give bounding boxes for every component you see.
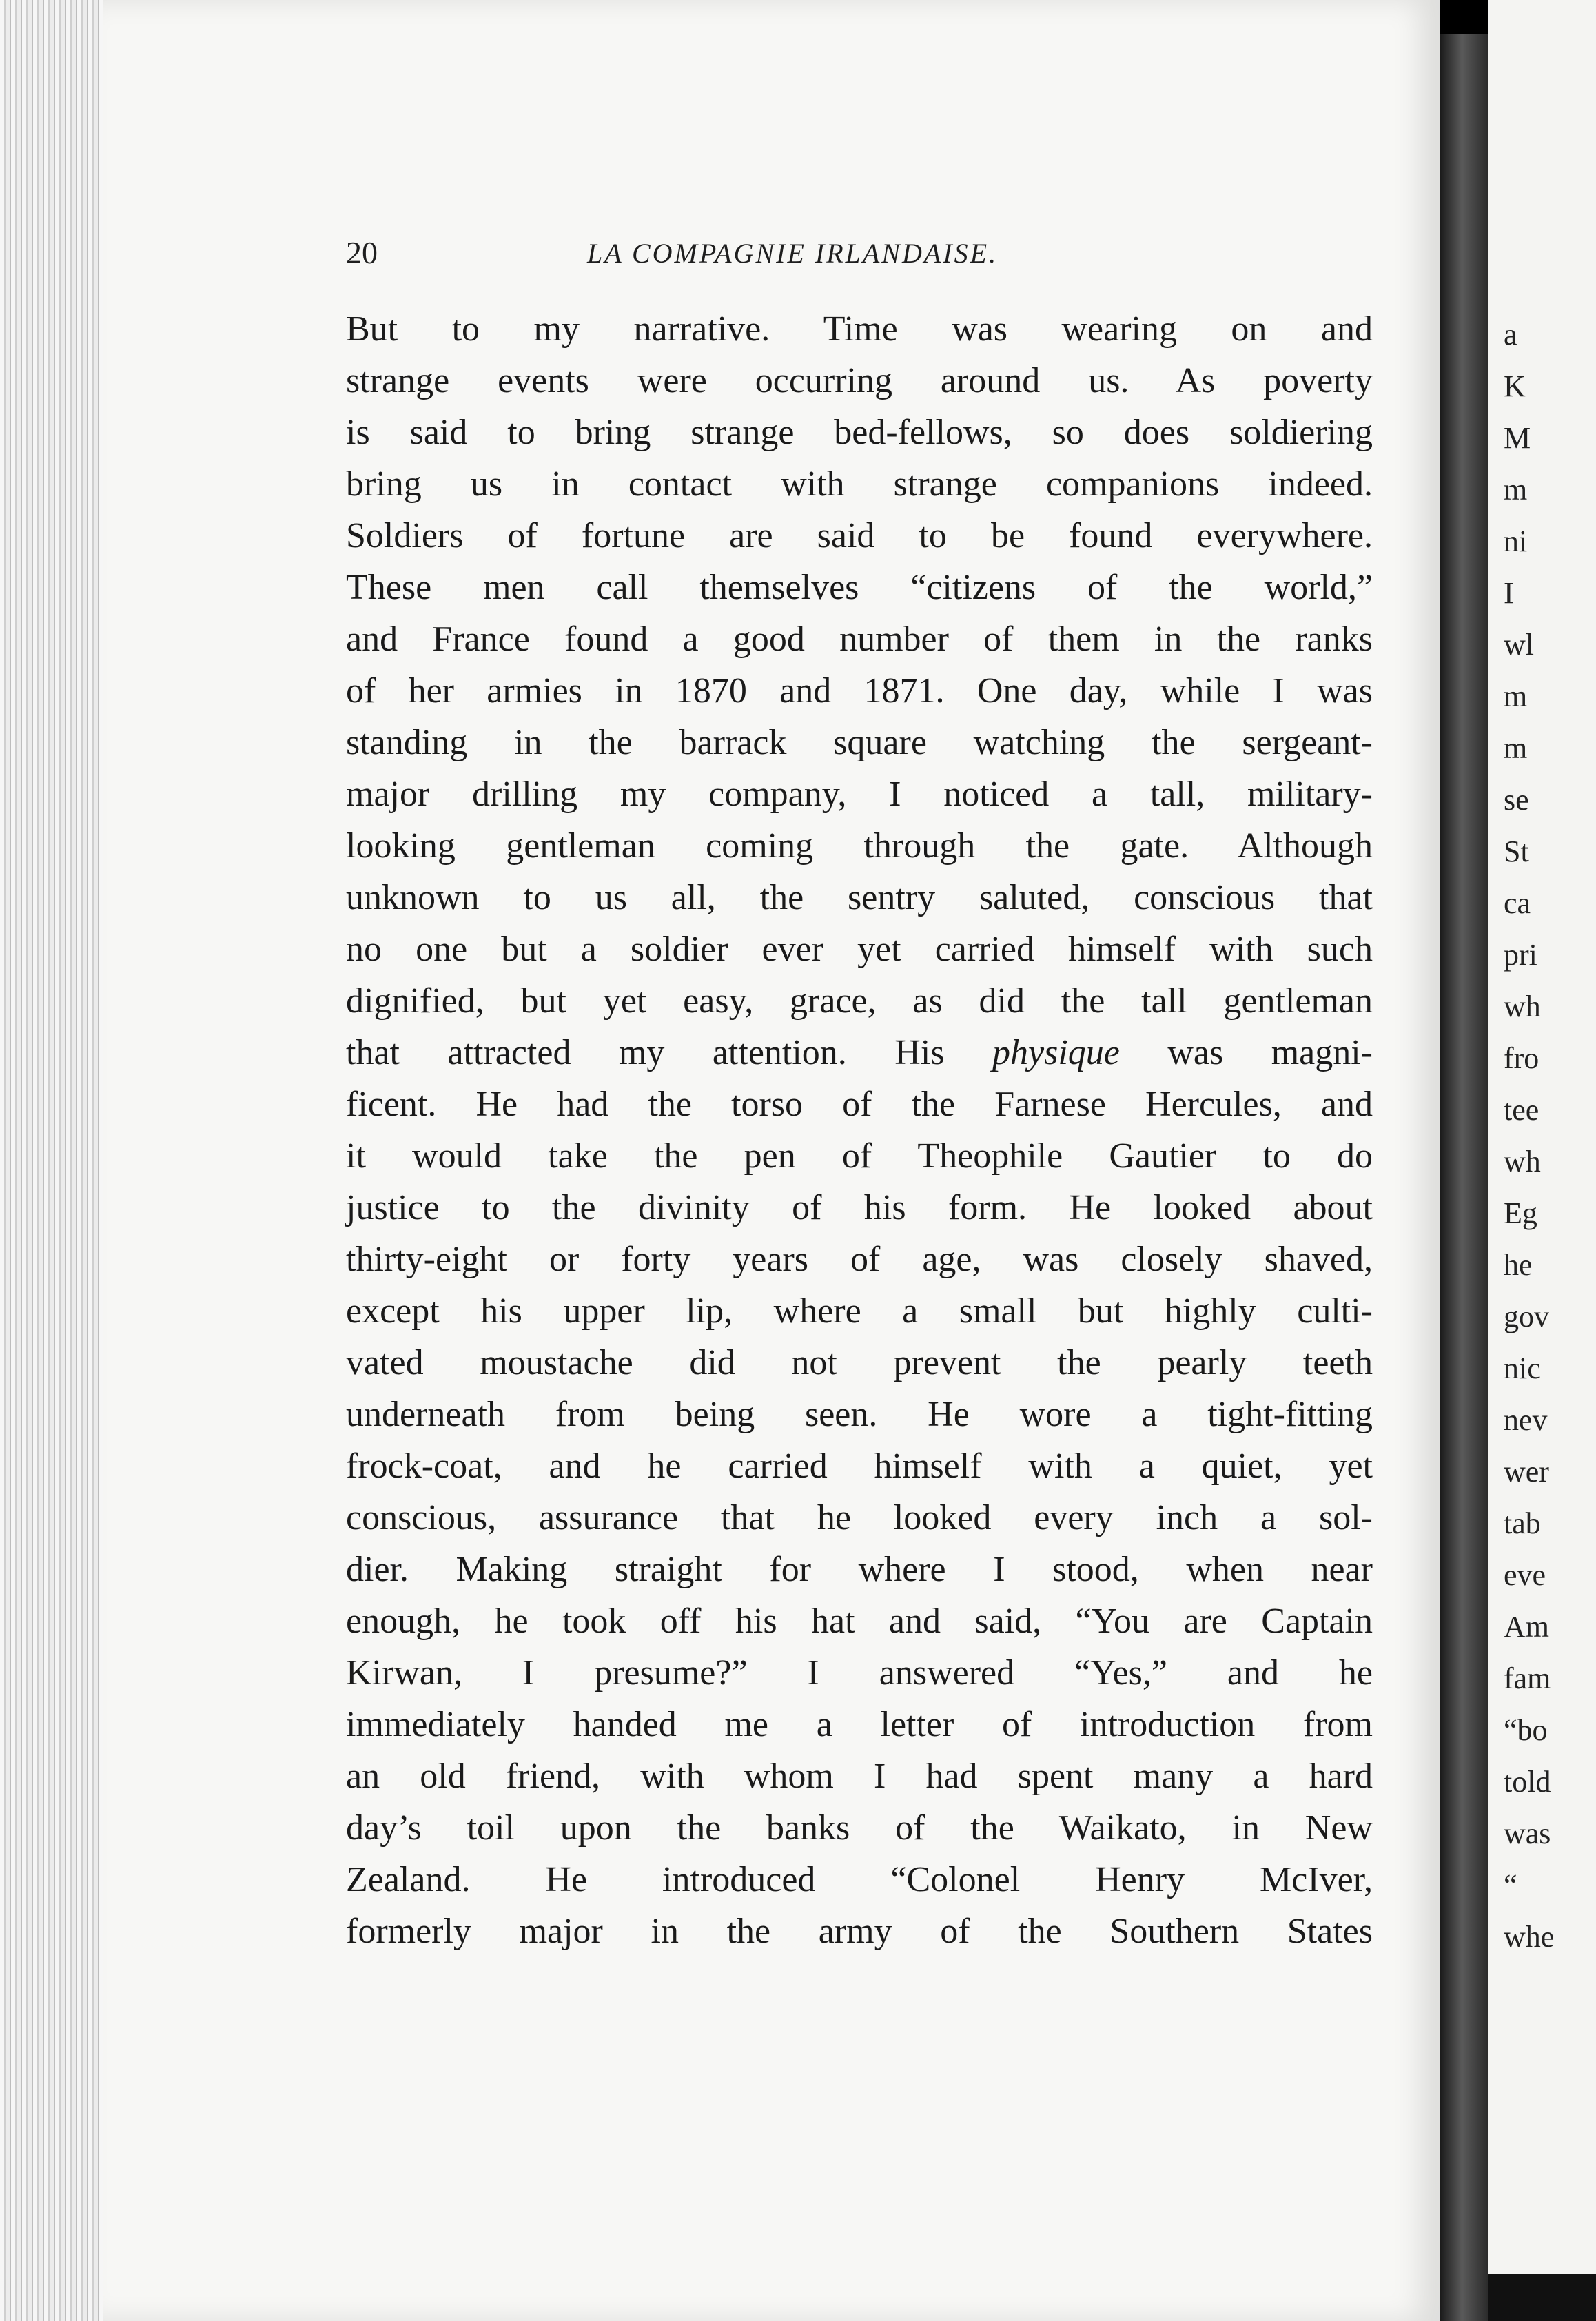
text-line: immediately handed me a letter of introduction from (346, 1705, 1373, 1744)
next-page-fragment: nev (1504, 1403, 1548, 1437)
next-page-fragment: tee (1504, 1093, 1539, 1127)
text-line: and France found a good number of them in the ranks (346, 620, 1373, 659)
text-line: dier. Making straight for where I stood, when near (346, 1550, 1373, 1589)
text-line: bring us in contact with strange companions indeed. (346, 464, 1373, 504)
next-page-fragment: se (1504, 783, 1529, 817)
next-page-fragment: m (1504, 679, 1528, 713)
text-line: enough, he took off his hat and said, “You are Captain (346, 1602, 1373, 1641)
next-page-fragment: wer (1504, 1455, 1549, 1489)
text-line: formerly major in the army of the Southern States (346, 1912, 1373, 1951)
text-line: vated moustache did not prevent the pearly teeth (346, 1343, 1373, 1382)
next-page-fragment: wh (1504, 990, 1541, 1023)
text-line: standing in the barrack square watching the sergeant- (346, 723, 1373, 762)
next-page-fragment: Eg (1504, 1196, 1537, 1230)
next-page-fragment: I (1504, 576, 1514, 610)
next-page-fragment: he (1504, 1248, 1533, 1282)
text-line: major drilling my company, I noticed a tall, military- (346, 775, 1373, 814)
next-page-fragment: told (1504, 1765, 1551, 1799)
text-line: Zealand. He introduced “Colonel Henry McIver, (346, 1860, 1373, 1899)
page-number: 20 (346, 235, 378, 270)
text-line: that attracted my attention. His physique was magni- (346, 1033, 1373, 1072)
next-page-fragment: nic (1504, 1351, 1541, 1385)
text-line: But to my narrative. Time was wearing on and (346, 309, 1373, 349)
page-header (346, 234, 1366, 276)
next-page-fragment: “bo (1504, 1713, 1548, 1747)
next-page-fragment: fam (1504, 1661, 1551, 1695)
text-line: strange events were occurring around us. As poverty (346, 361, 1373, 400)
text-line: thirty-eight or forty years of age, was closely shaved, (346, 1240, 1373, 1279)
text-line: looking gentleman coming through the gate. Although (346, 826, 1373, 866)
text-line: conscious, assurance that he looked every inch a sol- (346, 1498, 1373, 1537)
text-line: These men call themselves “citizens of the world,” (346, 568, 1373, 607)
next-page-fragment: pri (1504, 938, 1537, 972)
next-page-fragment: K (1504, 369, 1526, 403)
text-line: an old friend, with whom I had spent many a hard (346, 1757, 1373, 1796)
text-line: justice to the divinity of his form. He looked about (346, 1188, 1373, 1227)
next-page-fragment: M (1504, 421, 1531, 455)
next-page-fragment: was (1504, 1817, 1551, 1850)
text-line: frock-coat, and he carried himself with a quiet, yet (346, 1446, 1373, 1486)
next-page-fragment: fro (1504, 1041, 1539, 1075)
next-page-fragment: wl (1504, 628, 1534, 662)
running-head: LA COMPAGNIE IRLANDAISE. (587, 238, 999, 269)
book-gutter (1440, 0, 1488, 2321)
next-page-fragment: eve (1504, 1558, 1546, 1592)
next-page-fragment: ca (1504, 886, 1531, 920)
text-line: it would take the pen of Theophile Gautier to do (346, 1136, 1373, 1176)
text-line: day’s toil upon the banks of the Waikato, in New (346, 1808, 1373, 1848)
next-page-fragment: St (1504, 835, 1529, 868)
next-page-fragment: wh (1504, 1145, 1541, 1178)
next-page-fragment: whe (1504, 1920, 1555, 1954)
text-line: Soldiers of fortune are said to be found everywhere. (346, 516, 1373, 555)
next-page-fragment: ni (1504, 524, 1528, 558)
text-line: no one but a soldier ever yet carried himself with such (346, 930, 1373, 969)
next-page-fragment: m (1504, 731, 1528, 765)
italic-word: physique (992, 1033, 1120, 1072)
scan-border-bottom (1488, 2274, 1596, 2321)
next-page-fragment: m (1504, 473, 1528, 507)
text-line: ficent. He had the torso of the Farnese Hercules, and (346, 1085, 1373, 1124)
text-line: of her armies in 1870 and 1871. One day, while I was (346, 671, 1373, 710)
next-page-fragment: gov (1504, 1300, 1549, 1333)
next-page-fragment: Am (1504, 1610, 1549, 1644)
text-line: Kirwan, I presume?” I answered “Yes,” and he (346, 1653, 1373, 1693)
text-line: except his upper lip, where a small but highly culti- (346, 1291, 1373, 1331)
body-text (346, 303, 1373, 1957)
text-line: dignified, but yet easy, grace, as did the tall gentleman (346, 981, 1373, 1021)
next-page-fragment: a (1504, 318, 1517, 351)
text-line: is said to bring strange bed-fellows, so does soldiering (346, 413, 1373, 452)
next-page-fragment: tab (1504, 1506, 1541, 1540)
text-line: unknown to us all, the sentry saluted, conscious that (346, 878, 1373, 917)
next-page-edge (1488, 0, 1596, 2321)
next-page-fragment: “ (1504, 1868, 1517, 1902)
text-line: underneath from being seen. He wore a tight-fitting (346, 1395, 1373, 1434)
